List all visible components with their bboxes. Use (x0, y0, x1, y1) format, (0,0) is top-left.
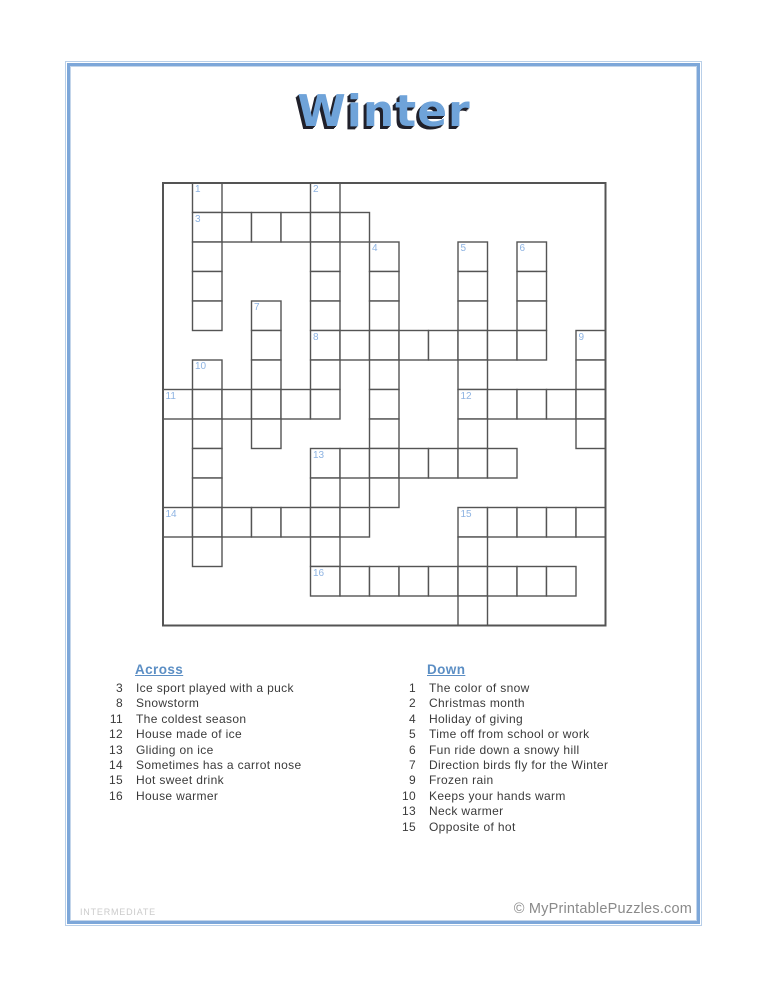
clue-number: 13 (108, 742, 123, 757)
grid-cell[interactable] (517, 567, 547, 597)
grid-cell[interactable] (488, 567, 518, 597)
grid-cell[interactable] (193, 537, 223, 567)
clue-row (95, 696, 385, 711)
grid-cell[interactable] (458, 301, 488, 331)
grid-cell[interactable] (547, 508, 577, 538)
across-heading: Across (135, 662, 184, 677)
grid-cell[interactable] (517, 242, 547, 272)
clue-row (388, 789, 678, 804)
grid-cell[interactable] (399, 567, 429, 597)
grid-cell[interactable] (576, 508, 606, 538)
grid-cell[interactable] (517, 508, 547, 538)
clue-row (388, 727, 678, 742)
grid-cell[interactable] (458, 508, 488, 538)
grid-cell[interactable] (311, 390, 341, 420)
down-heading: Down (427, 662, 466, 677)
grid-cell[interactable] (429, 331, 459, 361)
grid-cell[interactable] (429, 449, 459, 479)
clue-number: 15 (108, 773, 123, 788)
grid-cell[interactable] (193, 213, 223, 243)
grid-cell[interactable] (193, 390, 223, 420)
grid-cell-number: 3 (195, 213, 201, 225)
grid-cell[interactable] (340, 567, 370, 597)
puzzle-title: Winter (297, 86, 471, 137)
clue-row (388, 804, 678, 819)
grid-cell[interactable] (311, 537, 341, 567)
grid-cell[interactable] (222, 390, 252, 420)
grid-cell[interactable] (252, 419, 282, 449)
clue-row (388, 712, 678, 727)
grid-cell[interactable] (193, 449, 223, 479)
grid-cell[interactable] (193, 301, 223, 331)
grid-cell[interactable] (311, 567, 341, 597)
grid-cell[interactable] (370, 478, 400, 508)
grid-cell[interactable] (429, 567, 459, 597)
copyright-credit: © MyPrintablePuzzles.com (513, 901, 692, 917)
clue-row (95, 758, 385, 773)
clue-number: 4 (408, 711, 416, 726)
clue-text: Frozen rain (429, 773, 494, 788)
clue-number: 1 (408, 681, 416, 695)
clue-text: Neck warmer (429, 804, 504, 819)
clue-number: 11 (109, 711, 123, 726)
grid-cell[interactable] (488, 331, 518, 361)
clue-row (388, 820, 678, 835)
difficulty-label: INTERMEDIATE (80, 907, 156, 917)
clue-number: 14 (108, 758, 123, 773)
grid-cell[interactable] (222, 213, 252, 243)
grid-cell[interactable] (576, 390, 606, 420)
grid-cell[interactable] (311, 449, 341, 479)
grid-cell[interactable] (252, 508, 282, 538)
grid-cell[interactable] (399, 331, 429, 361)
grid-cell-number: 4 (372, 243, 378, 254)
grid-cell[interactable] (193, 242, 223, 272)
clue-text: Holiday of giving (429, 711, 523, 726)
grid-cell-number: 9 (578, 331, 585, 343)
grid-cell[interactable] (399, 449, 429, 479)
grid-cell[interactable] (458, 596, 488, 626)
grid-cell[interactable] (311, 301, 341, 331)
clue-number: 13 (401, 804, 416, 819)
grid-cell[interactable] (576, 419, 606, 449)
clue-text: Time off from school or work (429, 727, 590, 742)
grid-cell[interactable] (458, 272, 488, 302)
clue-number: 5 (408, 727, 416, 742)
clue-text: Direction birds fly for the Winter (429, 758, 609, 773)
grid-cell[interactable] (193, 508, 223, 538)
grid-cell[interactable] (458, 419, 488, 449)
grid-cell[interactable] (252, 331, 282, 361)
clue-number: 15 (401, 819, 416, 834)
grid-cell-number: 13 (313, 449, 325, 461)
grid-cell[interactable] (576, 360, 606, 390)
grid-cell-number: 10 (195, 361, 207, 372)
grid-cell[interactable] (193, 478, 223, 508)
grid-cell-number: 7 (254, 302, 260, 313)
clue-number: 8 (115, 696, 123, 711)
clue-text: Sometimes has a carrot nose (136, 758, 302, 773)
grid-cell[interactable] (370, 567, 400, 597)
grid-cell[interactable] (488, 508, 518, 538)
grid-cell-number: 12 (460, 390, 472, 402)
grid-cell[interactable] (370, 301, 400, 331)
grid-cell[interactable] (517, 272, 547, 302)
grid-cell[interactable] (311, 508, 341, 538)
grid-cell[interactable] (252, 213, 282, 243)
grid-cell[interactable] (311, 213, 341, 243)
clue-text: Snowstorm (136, 696, 200, 711)
grid-cell[interactable] (193, 419, 223, 449)
grid-cell[interactable] (370, 390, 400, 420)
grid-cell[interactable] (311, 272, 341, 302)
clue-row (95, 743, 385, 758)
clue-number: 3 (115, 681, 123, 695)
grid-cell[interactable] (547, 567, 577, 597)
grid-cell[interactable] (576, 331, 606, 361)
clue-number: 6 (408, 742, 416, 757)
clue-number: 10 (401, 788, 416, 803)
grid-cell[interactable] (311, 183, 341, 213)
clue-text: Fun ride down a snowy hill (429, 742, 580, 757)
grid-cell[interactable] (370, 272, 400, 302)
clue-text: Keeps your hands warm (429, 788, 566, 803)
grid-cell-number: 8 (313, 331, 319, 343)
grid-cell[interactable] (488, 390, 518, 420)
clue-row (95, 789, 385, 804)
crossword-grid (163, 183, 606, 626)
clue-text: Christmas month (429, 696, 525, 711)
grid-cell-number: 2 (313, 184, 319, 195)
clue-text: Ice sport played with a puck (136, 681, 294, 695)
grid-cell[interactable] (340, 449, 370, 479)
grid-cell[interactable] (252, 390, 282, 420)
grid-cell[interactable] (458, 242, 488, 272)
grid-cell[interactable] (281, 390, 311, 420)
clue-row (95, 727, 385, 742)
grid-cell[interactable] (370, 331, 400, 361)
clue-number: 16 (108, 788, 123, 803)
across-clue-list (95, 681, 385, 804)
grid-lines (161, 181, 608, 628)
clue-text: Hot sweet drink (136, 773, 224, 788)
grid-cell[interactable] (193, 183, 223, 213)
grid-cell-number: 6 (519, 243, 526, 254)
grid-cell[interactable] (458, 537, 488, 567)
clue-row (388, 743, 678, 758)
grid-cell-number: 5 (460, 243, 467, 254)
grid-cell[interactable] (281, 508, 311, 538)
clue-row (388, 696, 678, 711)
grid-cell[interactable] (340, 508, 370, 538)
grid-cell[interactable] (340, 213, 370, 243)
grid-cell[interactable] (458, 567, 488, 597)
grid-cell-number: 11 (165, 390, 176, 402)
grid-cell[interactable] (458, 390, 488, 420)
grid-cell[interactable] (311, 242, 341, 272)
grid-cell-number: 14 (165, 508, 177, 520)
grid-cell[interactable] (252, 301, 282, 331)
clue-text: House warmer (136, 788, 219, 803)
grid-cell[interactable] (340, 331, 370, 361)
grid-cell[interactable] (458, 360, 488, 390)
grid-cell[interactable] (458, 449, 488, 479)
grid-cell[interactable] (163, 508, 193, 538)
grid-cell[interactable] (488, 449, 518, 479)
grid-cell-number: 1 (195, 184, 201, 195)
grid-cell[interactable] (193, 272, 223, 302)
clue-text: Gliding on ice (136, 742, 214, 757)
clue-text: The coldest season (136, 711, 247, 726)
clue-row (95, 773, 385, 788)
grid-cell[interactable] (163, 390, 193, 420)
grid-cell[interactable] (370, 419, 400, 449)
clue-number: 9 (408, 773, 416, 788)
clue-row (95, 681, 385, 696)
clue-row (388, 773, 678, 788)
grid-cell[interactable] (517, 390, 547, 420)
grid-cell[interactable] (311, 331, 341, 361)
clue-text: Opposite of hot (429, 819, 516, 834)
clue-number: 7 (408, 758, 416, 773)
clue-row (95, 712, 385, 727)
grid-cell[interactable] (370, 449, 400, 479)
down-clue-list (388, 681, 678, 835)
grid-cell[interactable] (252, 360, 282, 390)
grid-cell[interactable] (458, 331, 488, 361)
clue-number: 12 (108, 727, 123, 742)
grid-cell[interactable] (222, 508, 252, 538)
grid-cell-number: 15 (460, 508, 472, 520)
clue-number: 2 (408, 696, 416, 711)
grid-cell[interactable] (370, 242, 400, 272)
clue-row (388, 758, 678, 773)
grid-cell[interactable] (370, 360, 400, 390)
clue-text: The color of snow (429, 681, 530, 695)
clue-text: House made of ice (136, 727, 243, 742)
grid-cell[interactable] (311, 478, 341, 508)
grid-cell[interactable] (517, 331, 547, 361)
grid-cell[interactable] (517, 301, 547, 331)
clue-row (388, 681, 678, 696)
grid-cell[interactable] (547, 390, 577, 420)
grid-cell[interactable] (281, 213, 311, 243)
grid-cell[interactable] (311, 360, 341, 390)
grid-cell[interactable] (193, 360, 223, 390)
grid-cell-number: 16 (313, 567, 325, 579)
